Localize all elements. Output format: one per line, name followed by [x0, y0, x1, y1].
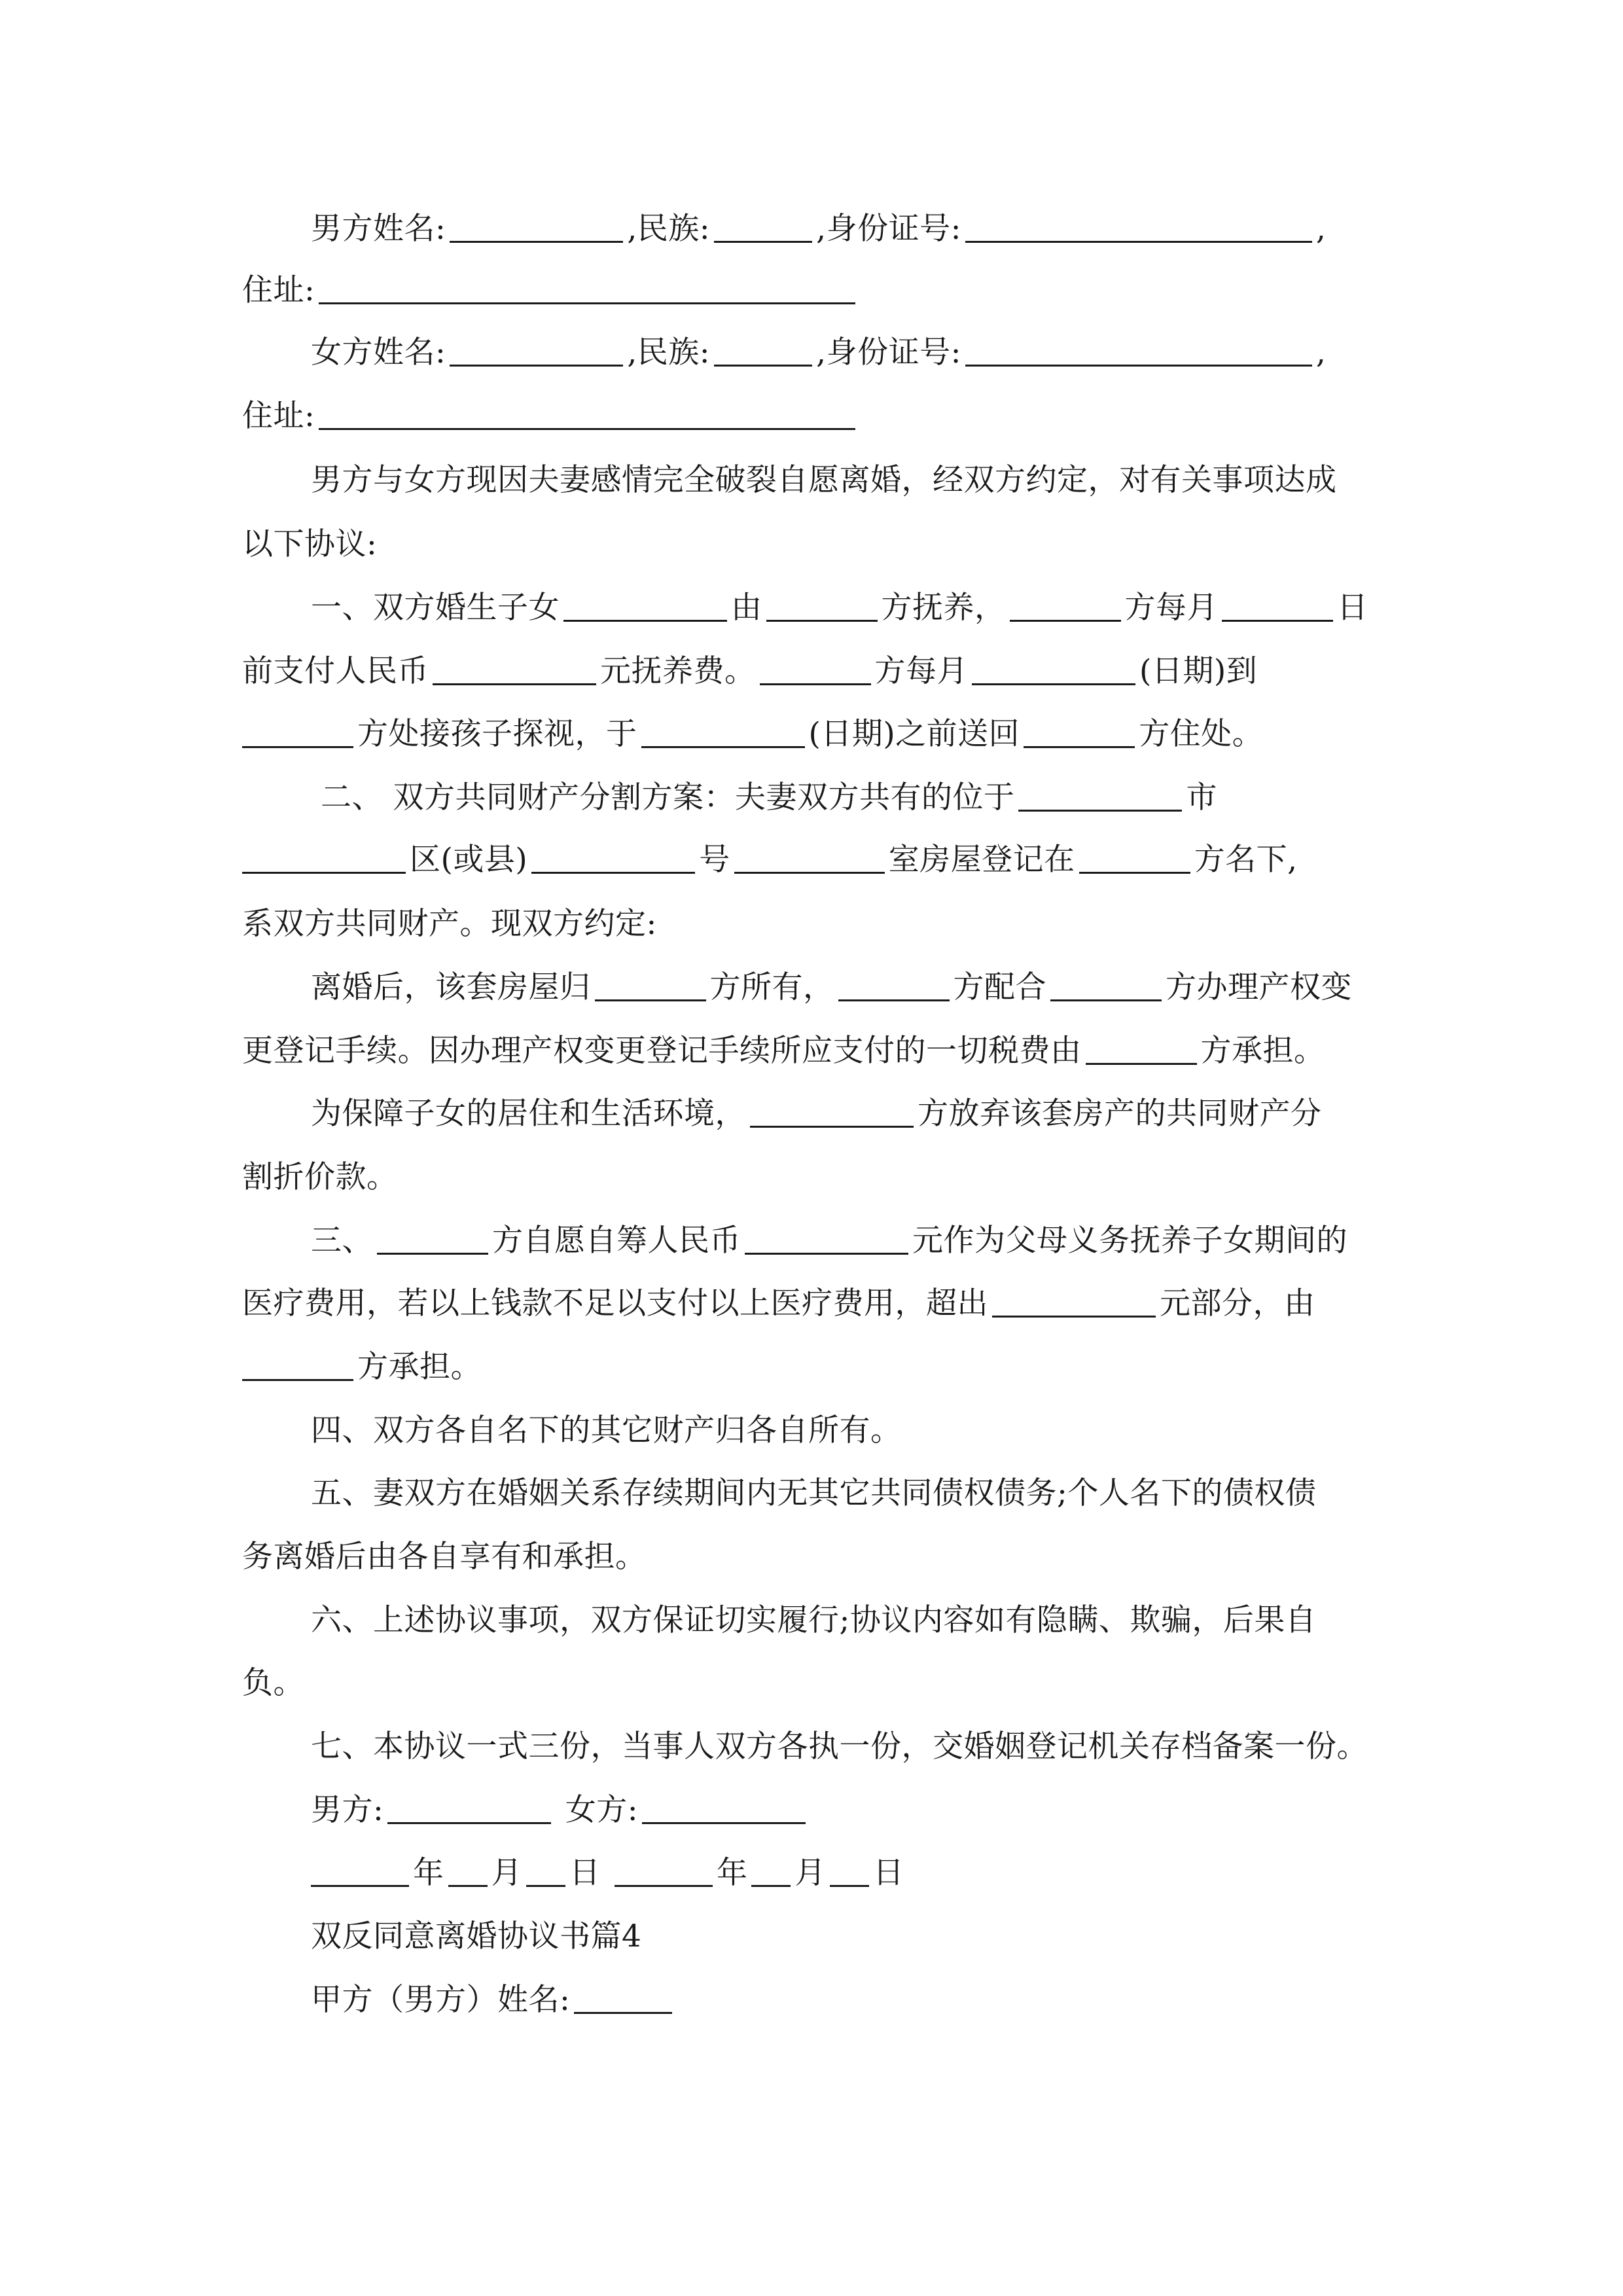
- male-address-label: 住址:: [242, 272, 315, 308]
- item2-b: 市: [1186, 780, 1217, 816]
- male-ethnicity-label: ,民族:: [627, 211, 711, 247]
- item2-sub2-line-2: 割折价款。: [242, 1159, 398, 1195]
- item2-sub1-b: 方所有，: [709, 969, 834, 1005]
- female-info-line: [311, 334, 1469, 370]
- female-name-blank[interactable]: [450, 338, 623, 367]
- item2-d: 号: [699, 842, 730, 878]
- item5-line-2: 务离婚后由各自享有和承担。: [242, 1539, 647, 1575]
- female-address-line: [242, 398, 1400, 434]
- item1-f: 前支付人民币: [242, 653, 429, 689]
- male-sign-label: 男方:: [311, 1792, 384, 1828]
- item3-d: 医疗费用，若以上钱款不足以支付以上医疗费用，超出: [242, 1285, 988, 1321]
- female-id-label: ,身份证号:: [816, 334, 961, 370]
- party-a-name-blank[interactable]: [574, 1986, 672, 2014]
- item3-f: 方承担。: [357, 1349, 482, 1385]
- item3-b: 方自愿自筹人民币: [492, 1223, 741, 1259]
- female-year-label: 年: [716, 1855, 748, 1891]
- item1-e: 日: [1337, 590, 1368, 626]
- item3-a: 三、: [311, 1223, 373, 1259]
- female-month-label: 月: [794, 1855, 826, 1891]
- excess-party-blank[interactable]: [242, 1353, 353, 1381]
- item1-a: 一、双方婚生子女: [311, 590, 560, 626]
- male-address-blank[interactable]: [319, 276, 855, 304]
- item3-line-3: [242, 1349, 1400, 1385]
- city-blank[interactable]: [1018, 783, 1182, 812]
- item1-l: 方住处。: [1139, 716, 1264, 752]
- item1-line-2: [242, 653, 1400, 689]
- female-address-blank[interactable]: [319, 402, 855, 430]
- item7-line: 七、本协议一式三份，当事人双方各执一份，交婚姻登记机关存档备案一份。: [311, 1729, 1368, 1765]
- item2-e: 室房屋登记在: [888, 842, 1075, 878]
- next-section-title: 双反同意离婚协议书篇4: [311, 1918, 642, 1954]
- male-sign-blank[interactable]: [387, 1796, 551, 1824]
- male-month-blank[interactable]: [448, 1859, 488, 1887]
- item4-line: 四、双方各自名下的其它财产归各自所有。: [311, 1412, 902, 1448]
- item1-c: 方抚养，: [881, 590, 1006, 626]
- item2-line-2: [242, 842, 1400, 878]
- item2-f: 方名下,: [1194, 842, 1298, 878]
- female-sign-label: 女方:: [565, 1792, 639, 1828]
- female-year-blank[interactable]: [615, 1859, 713, 1887]
- visit-date-blank[interactable]: [972, 657, 1135, 685]
- item3-e: 元部分，由: [1160, 1285, 1315, 1321]
- male-month-label: 月: [491, 1855, 522, 1891]
- male-comma: ,: [1315, 211, 1327, 247]
- intro-line-2: 以下协议:: [242, 526, 378, 562]
- item2-line-1: [321, 780, 1479, 816]
- return-date-blank[interactable]: [641, 720, 805, 748]
- transfer-party-blank[interactable]: [1050, 973, 1162, 1001]
- female-name-label: 女方姓名:: [311, 334, 446, 370]
- male-info-line: [311, 211, 1469, 247]
- tax-party-blank[interactable]: [1086, 1037, 1197, 1065]
- owner-party-blank[interactable]: [595, 973, 706, 1001]
- medical-amount-blank[interactable]: [745, 1227, 908, 1255]
- male-name-blank[interactable]: [450, 215, 623, 243]
- male-year-blank[interactable]: [311, 1859, 409, 1887]
- item1-g: 元抚养费。: [600, 653, 756, 689]
- female-month-blank[interactable]: [751, 1859, 791, 1887]
- item2-line-3: 系双方共同财产。现双方约定:: [242, 906, 657, 942]
- female-day-label: 日: [872, 1855, 904, 1891]
- item2-sub1-a: 离婚后，该套房屋归: [311, 969, 591, 1005]
- item3-line-1: [311, 1223, 1469, 1259]
- child-blank[interactable]: [563, 594, 727, 622]
- female-ethnicity-label: ,民族:: [627, 334, 711, 370]
- item1-k: (日期)之前送回: [808, 716, 1020, 752]
- intro-line-1: 男方与女方现因夫妻感情完全破裂自愿离婚，经双方约定，对有关事项达成: [311, 462, 1337, 498]
- item2-sub1-d: 方办理产权变: [1166, 969, 1352, 1005]
- signature-line: [311, 1792, 1469, 1828]
- item1-h: 方每月: [874, 653, 968, 689]
- item2-c: 区(或县): [410, 842, 528, 878]
- raise-party-blank[interactable]: [377, 1227, 488, 1255]
- female-ethnicity-blank[interactable]: [714, 338, 812, 367]
- return-party-blank[interactable]: [1024, 720, 1135, 748]
- number-blank[interactable]: [531, 846, 695, 874]
- female-sign-blank[interactable]: [642, 1796, 806, 1824]
- item6-line-2: 负。: [242, 1665, 304, 1701]
- support-amount-blank[interactable]: [433, 657, 596, 685]
- item1-line-1: [311, 590, 1469, 626]
- visit-party-blank[interactable]: [760, 657, 871, 685]
- female-day-blank[interactable]: [830, 1859, 869, 1887]
- item2-sub1-c: 方配合: [953, 969, 1046, 1005]
- item2-sub1-line-1: [311, 969, 1469, 1005]
- item2-sub1-line-2: [242, 1033, 1400, 1069]
- item1-line-3: [242, 716, 1400, 752]
- item1-i: (日期)到: [1139, 653, 1258, 689]
- excess-amount-blank[interactable]: [992, 1289, 1156, 1318]
- female-address-label: 住址:: [242, 398, 315, 434]
- item6-line-1: 六、上述协议事项，双方保证切实履行;协议内容如有隐瞒、欺骗，后果自: [311, 1602, 1317, 1638]
- party-a-line: [311, 1982, 1469, 2018]
- item2-sub2-a: 为保障子女的居住和生活环境，: [311, 1096, 746, 1132]
- room-blank[interactable]: [734, 846, 885, 874]
- male-year-label: 年: [413, 1855, 444, 1891]
- item2-sub2-b: 方放弃该套房产的共同财产分: [918, 1096, 1322, 1132]
- cooperate-party-blank[interactable]: [838, 973, 950, 1001]
- male-id-blank[interactable]: [965, 215, 1312, 243]
- item5-line-1: 五、妻双方在婚姻关系存续期间内无其它共同债权债务;个人名下的债权债: [311, 1475, 1317, 1511]
- item3-c: 元作为父母义务抚养子女期间的: [912, 1223, 1347, 1259]
- item1-b: 由: [731, 590, 762, 626]
- female-id-blank[interactable]: [965, 338, 1312, 367]
- male-ethnicity-blank[interactable]: [714, 215, 812, 243]
- payer-party-blank[interactable]: [1010, 594, 1121, 622]
- male-day-blank[interactable]: [526, 1859, 565, 1887]
- pay-day-blank[interactable]: [1222, 594, 1333, 622]
- male-name-label: 男方姓名:: [311, 211, 446, 247]
- male-day-label: 日: [569, 1855, 601, 1891]
- male-address-line: [242, 272, 1400, 308]
- party-a-label: 甲方（男方）姓名:: [311, 1982, 571, 2018]
- item2-sub1-f: 方承担。: [1200, 1033, 1325, 1069]
- item3-line-2: [242, 1285, 1400, 1321]
- female-comma: ,: [1315, 334, 1327, 370]
- item2-sub2-line-1: [311, 1096, 1469, 1132]
- item2-sub1-e: 更登记手续。因办理产权变更登记手续所应支付的一切税费由: [242, 1033, 1082, 1069]
- date-line: [311, 1855, 1469, 1891]
- item2-a: 二、 双方共同财产分割方案：夫妻双方共有的位于: [321, 780, 1015, 816]
- item1-d: 方每月: [1124, 590, 1218, 626]
- male-id-label: ,身份证号:: [816, 211, 961, 247]
- registered-party-blank[interactable]: [1079, 846, 1190, 874]
- pickup-party-blank[interactable]: [242, 720, 353, 748]
- custody-party-blank[interactable]: [766, 594, 878, 622]
- waive-party-blank[interactable]: [750, 1100, 914, 1128]
- district-blank[interactable]: [242, 846, 406, 874]
- item1-j: 方处接孩子探视，于: [357, 716, 637, 752]
